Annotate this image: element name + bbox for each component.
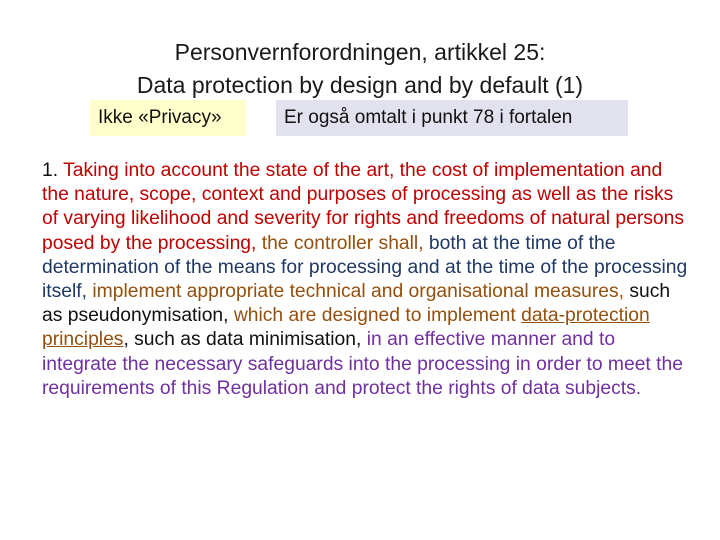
segment-measures: implement appropriate technical and organisational measures,: [87, 281, 624, 303]
segment-requirements: in order to meet the requirements of this Regulation and protect the rights of data subjects.: [42, 353, 683, 399]
title-line-2: Data protection by design and by default (1): [136, 72, 584, 98]
segment-minimisation: , such as data minimisation,: [123, 329, 362, 351]
slide-title: [0, 36, 720, 102]
segment-principles-link: data-protection principles: [42, 305, 650, 351]
segment-state-of-art: Taking into account the state of the art, the cost of implementation and the nature, scope, context and purposes of processing as well as the risks of varying likelihood and severity for rights and freedoms of natural persons posed by the processing,: [42, 160, 684, 254]
segment-timing: both at the time of the determination of the means for processing and at the time of the processing itself,: [42, 232, 688, 303]
title-line-1: Personvernforordningen, artikkel 25:: [174, 39, 546, 65]
tag-not-privacy: Ikke «Privacy»: [90, 100, 246, 136]
paragraph-number: 1.: [42, 160, 59, 181]
segment-designed-to: which are designed to implement: [228, 305, 522, 327]
tag-recital-reference: Er også omtalt i punkt 78 i fortalen: [276, 100, 628, 136]
article-paragraph: [42, 159, 692, 401]
segment-safeguards: in an effective manner and to integrate the necessary safeguards into the processing: [42, 329, 616, 375]
segment-controller-shall: the controller shall,: [256, 232, 424, 254]
segment-pseudonymisation: such as pseudonymisation,: [42, 281, 671, 327]
